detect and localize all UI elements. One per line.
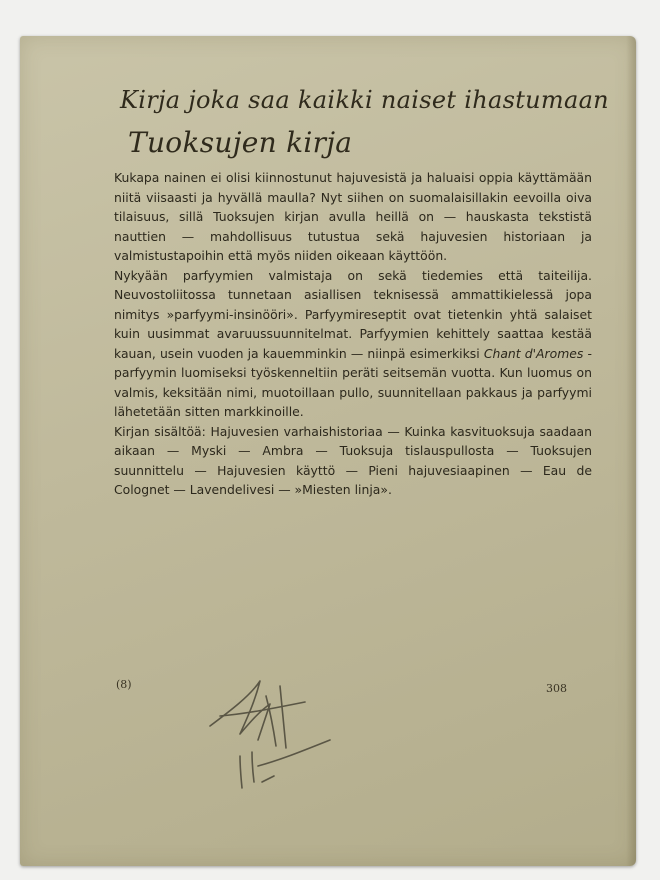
catalog-number: 308 (546, 682, 567, 695)
blurb-paragraph-3: Kirjan sisältöä: Hajuvesien varhaishistoriaa — Kuinka kasvituoksuja saadaan aikaan — Myski — Ambra — Tuoksuja tislauspullosta — Tuoksujen suunnittelu — Hajuvesien käyttö — Pieni hajuvesiaapinen — Eau de Colognet — Lavendelivesi — »Miesten linja». (114, 423, 592, 497)
handwritten-scribble (200, 656, 350, 796)
series-code: (8) (116, 678, 132, 691)
cover-tagline: Kirja joka saa kaikki naiset ihastumaan (120, 86, 609, 114)
book-title: Tuoksujen kirja (128, 126, 353, 159)
blurb-paragraph-1: Kukapa nainen ei olisi kiinnostunut hajuvesistä ja haluaisi oppia käyttämään niitä viisaasti ja hyvällä maulla? Nyt siihen on suomalaisillakin eevoilla oiva tilaisuus, sillä Tuoksujen kirjan avulla heillä on — hauskasta tekstistä nauttien — mahdollisuus tutustua sekä hajuvesien historiaan ja valmistustapoihin että myös niiden oikeaan käyttöön. (114, 170, 592, 263)
book-back-cover (20, 36, 636, 866)
blurb-paragraph-2-end: -parfyymin luomiseksi työskenneltiin peräti seitsemän vuotta. Kun luomus on valmis, keksitään nimi, muotoillaan pullo, suunnitellaan pakkaus ja parfyymi lähetetään sitten markkinoille. (114, 345, 592, 419)
blurb-paragraph-2-start: Nykyään parfyymien valmistaja on sekä tiedemies että taiteilija. Neuvostoliitossa tunnetaan asiallisen teknisessä ammattikielessä jopa nimitys »parfyymi-insinööri». Parfyymireseptit ovat tietenkin yhtä salaiset kuin uusimmat avaruussuunnitelmat. Parfyymien kehittely saattaa kestää kauan, usein vuoden ja kauemminkin — niinpä esimerkiksi (114, 267, 592, 361)
blurb-text (114, 168, 592, 500)
blurb-paragraph-2 (114, 266, 592, 422)
perfume-name: Chant d'Aromes (483, 345, 584, 361)
